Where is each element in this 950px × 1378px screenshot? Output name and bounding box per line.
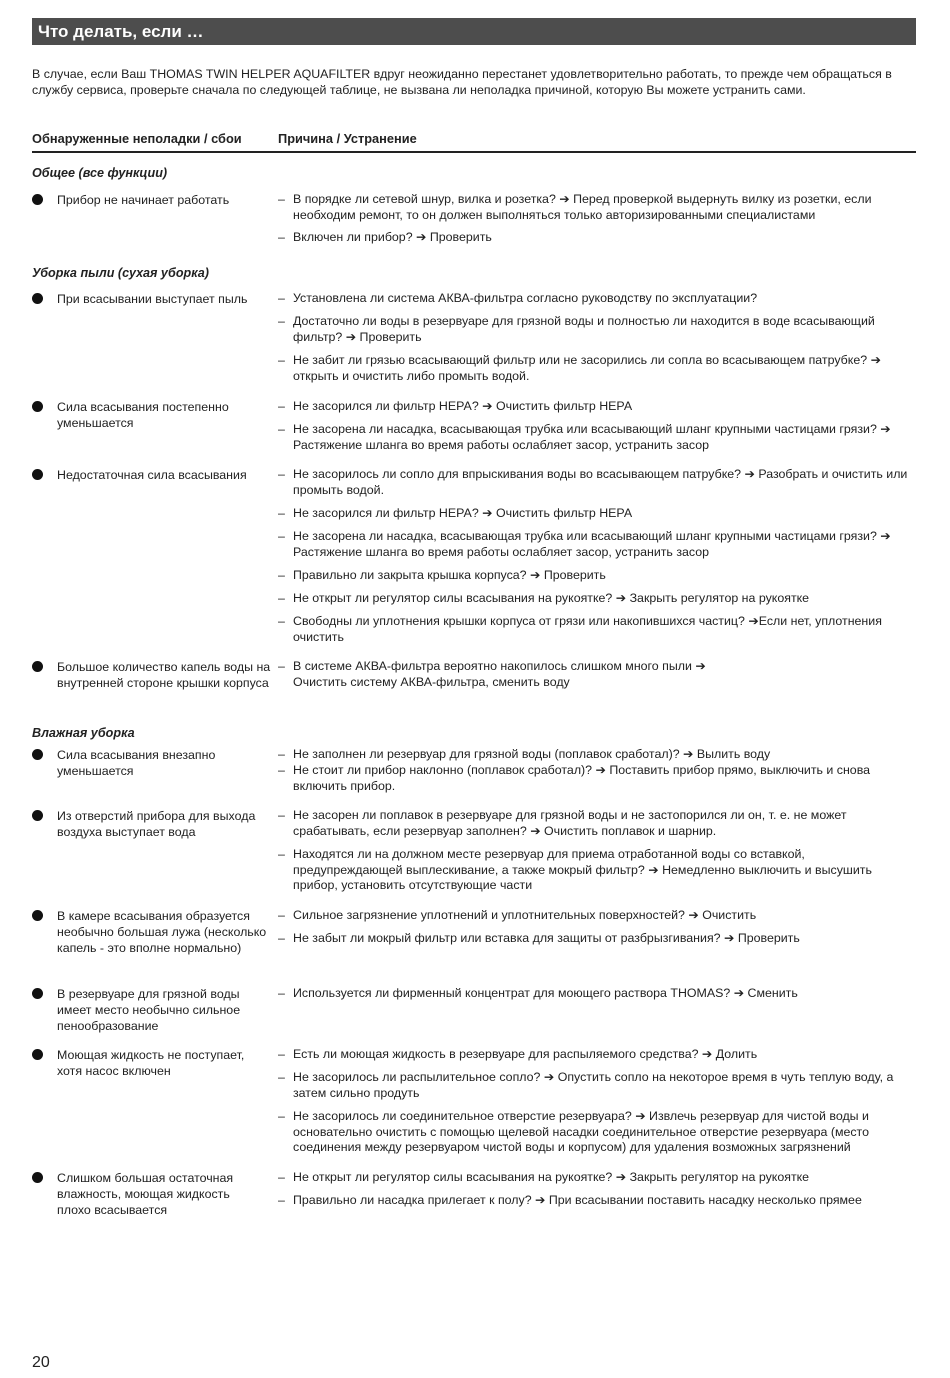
issue-item: В камере всасывания образуется необычно большая лужа (несколько капель - это вполне нормально) [32,908,272,956]
page-number: 20 [32,1354,50,1371]
cause-item: – Достаточно ли воды в резервуаре для грязной воды и полностью ли находится в воде всасывающий фильтр? ➔ Проверить [278,314,875,344]
cause-item: – Не открыт ли регулятор силы всасывания на рукоятке? ➔ Закрыть регулятор на рукоятке [278,591,810,605]
cause-item: – Сильное загрязнение уплотнений и уплотнительных поверхностей? ➔ Очистить [278,908,757,922]
section-dry-cleaning: Уборка пыли (сухая уборка) [32,266,209,280]
issue-item: Сила всасывания внезапно уменьшается [32,747,272,779]
cause-item: – Есть ли моющая жидкость в резервуаре для распыляемого средства? ➔ Долить [278,1047,758,1061]
issue-item: Прибор не начинает работать [32,192,272,208]
issue-item: Слишком большая остаточная влажность, моющая жидкость плохо всасывается [32,1170,272,1218]
bullet-icon [32,401,43,412]
cause-item: – Не забит ли грязью всасывающий фильтр или не засорились ли сопла во всасывающем патрубке? ➔ открыть и очистить либо промыть водой. [278,353,881,383]
bullet-icon [32,469,43,480]
column-header-problem: Обнаруженные неполадки / сбои [32,131,242,146]
issue-item: Из отверстий прибора для выхода воздуха выступает вода [32,808,272,840]
bullet-icon [32,1172,43,1183]
bullet-icon [32,910,43,921]
cause-item: – Не засорена ли насадка, всасывающая трубка или всасывающий шланг крупными частицами грязи? ➔ Растяжение шланга во время работы ослабляет засор, устранить засор [278,422,891,452]
issue-item: Сила всасывания постепенно уменьшается [32,399,272,431]
header-divider [32,151,916,153]
cause-item: – Правильно ли насадка прилегает к полу? ➔ При всасывании поставить насадку несколько прямее [278,1193,862,1207]
cause-item: – В порядке ли сетевой шнур, вилка и розетка? ➔ Перед проверкой выдернуть вилку из розетки, если необходим ремонт, то он должен выполняться только авторизированными специалистами [278,192,872,222]
cause-item: – В системе АКВА-фильтра вероятно накопилось слишком много пыли ➔ Очистить систему АКВА-фильтра, сменить воду [278,659,706,689]
cause-item: – Не засорился ли фильтр НЕРА? ➔ Очистить фильтр НЕРА [278,506,633,520]
bullet-icon [32,661,43,672]
cause-item: – Включен ли прибор? ➔ Проверить [278,230,492,244]
bullet-icon [32,988,43,999]
page-title: Что делать, если … [32,18,916,45]
cause-item: – Используется ли фирменный концентрат для моющего раствора THOMAS? ➔ Сменить [278,986,798,1000]
issue-item: Моющая жидкость не поступает, хотя насос включен [32,1047,272,1079]
bullet-icon [32,810,43,821]
issue-item: При всасывании выступает пыль [32,291,272,307]
cause-item: – Не засорилось ли распылительное сопло? ➔ Опустить сопло на некоторое время в чуть теплую воду, а затем сильно продуть [278,1070,894,1100]
section-wet-cleaning: Влажная уборка [32,726,135,740]
cause-item: – Не засорилось ли соединительное отверстие резервуара? ➔ Извлечь резервуар для чистой воды и основательно очистить с помощью щелевой насадки соединительное отверстие резервуара (место соединения между резервуаром чистой воды и корпусом) для удаления возможных загрязнений [278,1109,869,1155]
bullet-icon [32,749,43,760]
cause-item: – Не засорена ли насадка, всасывающая трубка или всасывающий шланг крупными частицами грязи? ➔ Растяжение шланга во время работы ослабляет засор, устранить засор [278,529,891,559]
section-general: Общее (все функции) [32,166,168,180]
cause-item: – Находятся ли на должном месте резервуар для приема отработанной воды со вставкой, предупреждающей выплескивание, а также мокрый фильтр? ➔ Немедленно выключить и высушить прибор, установить отсутствующие части [278,847,872,893]
cause-item: – Не заполнен ли резервуар для грязной воды (поплавок сработал)? ➔ Вылить воду [278,747,771,761]
cause-item: – Не засорился ли фильтр НЕРА? ➔ Очистить фильтр НЕРА [278,399,633,413]
cause-item: – Правильно ли закрыта крышка корпуса? ➔ Проверить [278,568,606,582]
intro-paragraph: В случае, если Ваш THOMAS TWIN HELPER AQUAFILTER вдруг неожиданно перестанет удовлетворительно работать, то прежде чем обращаться в службу сервиса, проверьте сначала по следующей таблице, не вызвана ли неполадка причиной, которую Вы можете устранить сами. [32,67,892,97]
cause-item: – Не стоит ли прибор наклонно (поплавок сработал)? ➔ Поставить прибор прямо, выключить и снова включить прибор. [278,763,871,793]
bullet-icon [32,1049,43,1060]
issue-item: Большое количество капель воды на внутренней стороне крышки корпуса [32,659,272,691]
issue-item: В резервуаре для грязной воды имеет место необычно сильное пенообразование [32,986,272,1034]
cause-item: – Не засорен ли поплавок в резервуаре для грязной воды и не застопорился ли он, т. е. не может срабатывать, если резервуар заполнен? ➔ Очистить поплавок и шарнир. [278,808,847,838]
cause-item: – Свободны ли уплотнения крышки корпуса от грязи или накопившихся частиц? ➔Если нет, уплотнения очистить [278,614,882,644]
cause-item: – Не засорилось ли сопло для впрыскивания воды во всасывающем патрубке? ➔ Разобрать и очистить или промыть водой. [278,467,908,497]
issue-item: Недостаточная сила всасывания [32,467,272,483]
cause-item: – Не забыт ли мокрый фильтр или вставка для защиты от разбрызгивания? ➔ Проверить [278,931,800,945]
bullet-icon [32,194,43,205]
bullet-icon [32,293,43,304]
cause-item: – Не открыт ли регулятор силы всасывания на рукоятке? ➔ Закрыть регулятор на рукоятке [278,1170,810,1184]
cause-item: – Установлена ли система АКВА-фильтра согласно руководству по эксплуатации? [278,291,758,305]
column-header-cause: Причина / Устранение [278,131,417,146]
